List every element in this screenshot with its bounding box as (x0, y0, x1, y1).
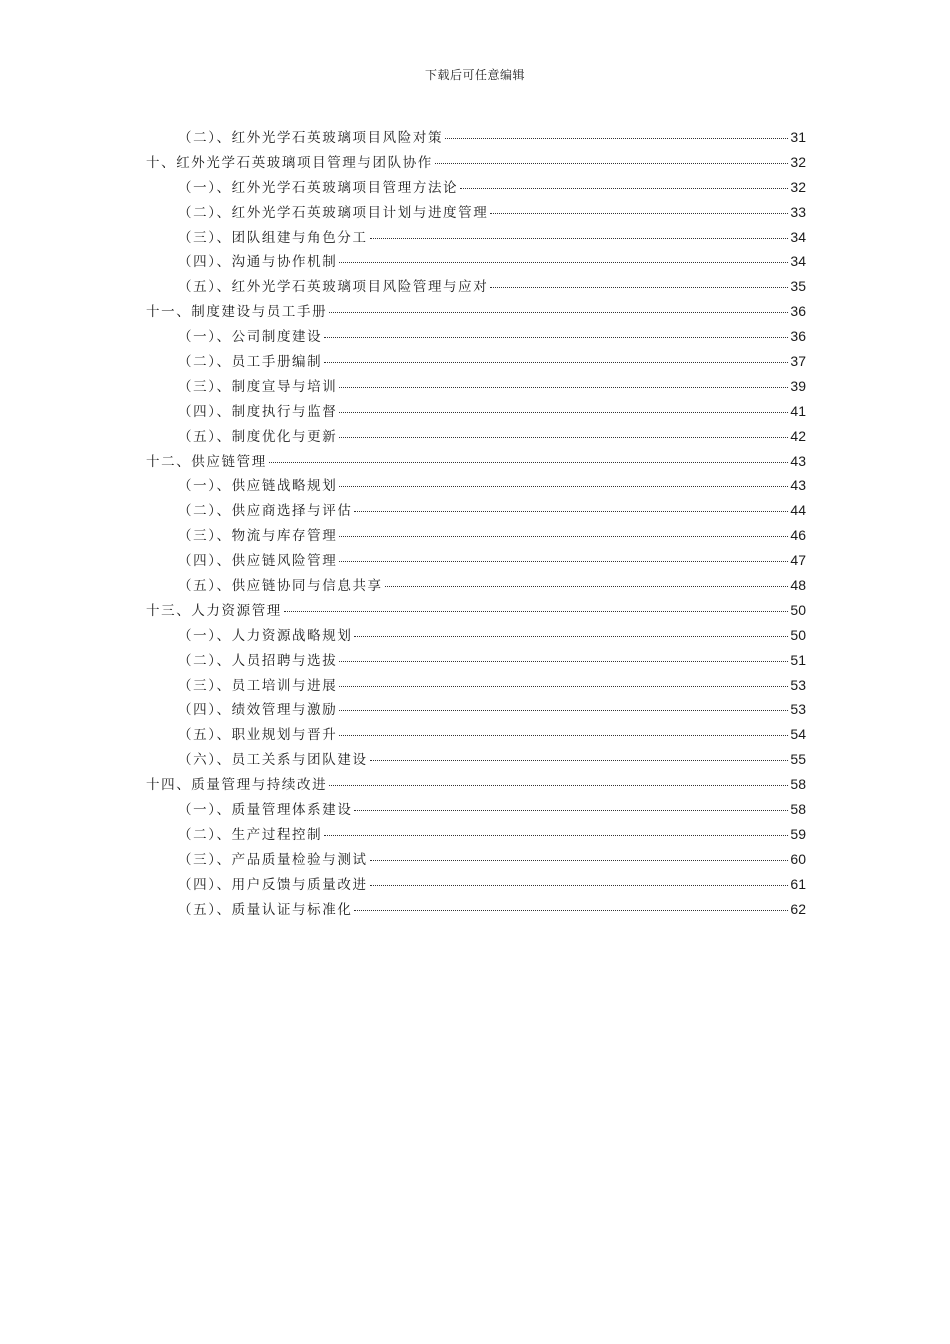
toc-entry-title: （四）、制度执行与监督 (178, 403, 338, 420)
toc-entry-page-number: 42 (790, 427, 806, 444)
toc-entry-title: （五）、红外光学石英玻璃项目风险管理与应对 (178, 279, 489, 296)
toc-entry-title: （三）、员工培训与进展 (178, 677, 338, 694)
toc-entry-title: （二）、红外光学石英玻璃项目计划与进度管理 (178, 204, 489, 221)
toc-entry-page-number: 54 (790, 726, 806, 743)
toc-dot-leader (339, 661, 788, 662)
toc-dot-leader (435, 163, 789, 164)
toc-dot-leader (339, 387, 788, 388)
toc-entry[interactable] (146, 425, 806, 450)
toc-entry[interactable] (146, 723, 806, 748)
toc-entry[interactable] (146, 400, 806, 425)
toc-entry-page-number: 58 (790, 801, 806, 818)
toc-entry-title: （三）、制度宣导与培训 (178, 378, 338, 395)
toc-entry-page-number: 34 (790, 253, 806, 270)
toc-entry[interactable] (146, 201, 806, 226)
toc-entry-title: （五）、供应链协同与信息共享 (178, 578, 383, 595)
toc-entry[interactable] (146, 176, 806, 201)
toc-entry[interactable] (146, 350, 806, 375)
toc-entry-title: 十三、人力资源管理 (146, 602, 282, 619)
toc-dot-leader (339, 412, 788, 413)
toc-entry[interactable] (146, 674, 806, 699)
toc-entry-page-number: 47 (790, 552, 806, 569)
toc-entry[interactable] (146, 450, 806, 475)
toc-entry[interactable] (146, 748, 806, 773)
toc-entry-title: （一）、人力资源战略规划 (178, 627, 353, 644)
toc-entry[interactable] (146, 151, 806, 176)
toc-entry[interactable] (146, 848, 806, 873)
toc-dot-leader (370, 760, 789, 761)
toc-entry-title: （一）、质量管理体系建设 (178, 802, 353, 819)
toc-dot-leader (354, 636, 788, 637)
toc-entry-title: （四）、用户反馈与质量改进 (178, 876, 368, 893)
toc-entry[interactable] (146, 325, 806, 350)
toc-entry[interactable] (146, 649, 806, 674)
toc-entry-page-number: 34 (790, 228, 806, 245)
toc-entry-title: （六）、员工关系与团队建设 (178, 752, 368, 769)
toc-dot-leader (490, 287, 788, 288)
toc-dot-leader (324, 337, 788, 338)
toc-dot-leader (370, 238, 789, 239)
toc-entry-page-number: 61 (790, 875, 806, 892)
toc-entry-title: （二）、人员招聘与选拔 (178, 652, 338, 669)
toc-entry-page-number: 59 (790, 825, 806, 842)
toc-dot-leader (339, 561, 788, 562)
toc-dot-leader (329, 785, 788, 786)
toc-entry-page-number: 43 (790, 477, 806, 494)
toc-entry[interactable] (146, 226, 806, 251)
toc-entry-title: （二）、生产过程控制 (178, 826, 323, 843)
toc-entry-title: （四）、沟通与协作机制 (178, 254, 338, 271)
toc-entry[interactable] (146, 773, 806, 798)
toc-entry[interactable] (146, 250, 806, 275)
toc-entry-title: 十四、质量管理与持续改进 (146, 777, 328, 794)
toc-entry-title: （三）、物流与库存管理 (178, 528, 338, 545)
toc-entry[interactable] (146, 275, 806, 300)
toc-entry-title: （三）、团队组建与角色分工 (178, 229, 368, 246)
toc-entry-title: （四）、绩效管理与激励 (178, 702, 338, 719)
toc-entry-page-number: 62 (790, 900, 806, 917)
toc-dot-leader (284, 611, 789, 612)
toc-entry-page-number: 60 (790, 850, 806, 867)
toc-entry-page-number: 31 (790, 129, 806, 145)
toc-entry-title: （五）、质量认证与标准化 (178, 901, 353, 918)
toc-dot-leader (460, 188, 788, 189)
toc-dot-leader (324, 835, 788, 836)
toc-dot-leader (339, 437, 788, 438)
toc-dot-leader (339, 686, 788, 687)
toc-entry[interactable] (146, 698, 806, 723)
toc-entry-page-number: 35 (790, 278, 806, 295)
toc-entry[interactable] (146, 126, 806, 151)
toc-entry-page-number: 55 (790, 751, 806, 768)
toc-entry-page-number: 44 (790, 502, 806, 519)
toc-dot-leader (339, 262, 788, 263)
table-of-contents (146, 126, 806, 923)
toc-dot-leader (339, 536, 788, 537)
toc-entry[interactable] (146, 549, 806, 574)
toc-entry-page-number: 36 (790, 303, 806, 320)
toc-entry-page-number: 32 (790, 178, 806, 195)
toc-entry-page-number: 48 (790, 577, 806, 594)
toc-entry[interactable] (146, 474, 806, 499)
toc-dot-leader (370, 885, 789, 886)
toc-entry[interactable] (146, 300, 806, 325)
toc-entry[interactable] (146, 524, 806, 549)
toc-entry-page-number: 46 (790, 527, 806, 544)
toc-entry[interactable] (146, 574, 806, 599)
toc-dot-leader (354, 511, 788, 512)
toc-dot-leader (324, 362, 788, 363)
toc-entry-title: （三）、产品质量检验与测试 (178, 851, 368, 868)
toc-entry-page-number: 33 (790, 203, 806, 220)
toc-entry-title: （一）、供应链战略规划 (178, 478, 338, 495)
toc-entry[interactable] (146, 599, 806, 624)
toc-entry-title: （二）、供应商选择与评估 (178, 503, 353, 520)
toc-dot-leader (445, 138, 788, 139)
toc-dot-leader (385, 586, 789, 587)
toc-entry-title: （二）、红外光学石英玻璃项目风险对策 (178, 130, 444, 146)
toc-entry-page-number: 50 (790, 601, 806, 618)
page-header: 下载后可任意编辑 (424, 68, 525, 82)
toc-entry-page-number: 53 (790, 701, 806, 718)
toc-entry-title: （一）、红外光学石英玻璃项目管理方法论 (178, 179, 459, 196)
toc-entry-page-number: 39 (790, 377, 806, 394)
toc-entry-page-number: 53 (790, 676, 806, 693)
toc-entry[interactable] (146, 375, 806, 400)
toc-entry-page-number: 43 (790, 452, 806, 469)
toc-entry[interactable] (146, 873, 806, 898)
toc-entry-page-number: 36 (790, 328, 806, 345)
toc-dot-leader (339, 710, 788, 711)
toc-entry[interactable] (146, 898, 806, 923)
toc-dot-leader (490, 213, 788, 214)
toc-dot-leader (269, 462, 789, 463)
toc-entry-page-number: 41 (790, 402, 806, 419)
toc-entry[interactable] (146, 823, 806, 848)
toc-entry-title: 十、红外光学石英玻璃项目管理与团队协作 (146, 154, 433, 171)
toc-entry[interactable] (146, 499, 806, 524)
toc-entry-title: （二）、员工手册编制 (178, 354, 323, 371)
toc-dot-leader (329, 312, 788, 313)
toc-entry-title: （一）、公司制度建设 (178, 329, 323, 346)
toc-entry-title: 十一、制度建设与员工手册 (146, 304, 328, 321)
toc-entry[interactable] (146, 798, 806, 823)
toc-dot-leader (354, 810, 788, 811)
toc-entry[interactable] (146, 624, 806, 649)
toc-entry-title: （五）、职业规划与晋升 (178, 727, 338, 744)
toc-dot-leader (370, 860, 789, 861)
toc-entry-page-number: 37 (790, 353, 806, 370)
toc-entry-page-number: 32 (790, 153, 806, 170)
toc-dot-leader (354, 910, 788, 911)
toc-entry-title: 十二、供应链管理 (146, 453, 267, 470)
toc-entry-page-number: 50 (790, 626, 806, 643)
toc-entry-page-number: 58 (790, 776, 806, 793)
toc-dot-leader (339, 735, 788, 736)
toc-entry-page-number: 51 (790, 651, 806, 668)
toc-entry-title: （五）、制度优化与更新 (178, 428, 338, 445)
toc-entry-title: （四）、供应链风险管理 (178, 553, 338, 570)
toc-dot-leader (339, 486, 788, 487)
